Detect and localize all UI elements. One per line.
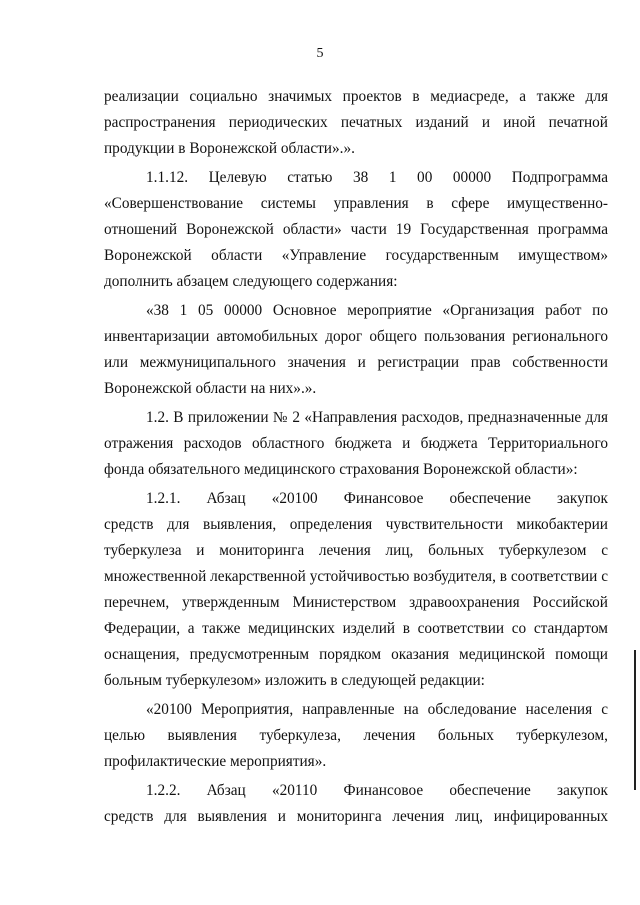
scan-edge-mark [634, 650, 636, 790]
text-line: перечнем, утвержденным Министерством здравоохранения Российской [104, 594, 608, 611]
text-line: средств для выявления, определения чувствительности микобактерии [104, 516, 608, 533]
text-line: или межмуниципального значения и регистрации прав собственности [104, 354, 608, 371]
text-line: Воронежской области «Управление государственным имуществом» [104, 247, 608, 264]
text-line: профилактические мероприятия». [104, 753, 327, 770]
text-line: дополнить абзацем следующего содержания: [104, 273, 398, 290]
text-line: отношений Воронежской области» части 19 Государственная программа [104, 221, 608, 238]
text-line: 1.2.1. Абзац «20100 Финансовое обеспечение закупок [146, 490, 608, 507]
text-line: больным туберкулезом» изложить в следующей редакции: [104, 672, 485, 689]
text-line: продукции в Воронежской области».». [104, 140, 355, 157]
text-line: 1.2. В приложении № 2 «Направления расходов, предназначенные для [146, 409, 608, 426]
text-line: «20100 Мероприятия, направленные на обследование населения с [146, 701, 608, 718]
text-line: «38 1 05 00000 Основное мероприятие «Организация работ по [146, 302, 608, 319]
text-line: фонда обязательного медицинского страхования Воронежской области»: [104, 461, 578, 478]
page-number: 5 [316, 46, 324, 61]
text-line: инвентаризации автомобильных дорог общего пользования регионального [104, 328, 608, 345]
text-line: средств для выявления и мониторинга лечения лиц, инфицированных [104, 808, 608, 825]
text-line: «Совершенствование системы управления в сфере имущественно- [104, 195, 608, 212]
text-line: реализации социально значимых проектов в медиасреде, а также для [104, 88, 608, 105]
text-line: Воронежской области на них».». [104, 380, 317, 397]
text-line: оснащения, предусмотренным порядком оказания медицинской помощи [104, 646, 608, 663]
text-line: целью выявления туберкулеза, лечения больных туберкулезом, [104, 727, 608, 744]
text-line: отражения расходов областного бюджета и бюджета Территориального [104, 435, 608, 452]
text-line: 1.1.12. Целевую статью 38 1 00 00000 Подпрограмма [146, 169, 608, 186]
text-line: 1.2.2. Абзац «20110 Финансовое обеспечение закупок [146, 782, 608, 799]
text-line: Федерации, а также медицинских изделий в соответствии со стандартом [104, 620, 608, 637]
text-line: множественной лекарственной устойчивостью возбудителя, в соответствии с [104, 568, 608, 585]
text-line: туберкулеза и мониторинга лечения лиц, больных туберкулезом с [104, 542, 608, 559]
text-line: распространения периодических печатных изданий и иной печатной [104, 114, 608, 131]
